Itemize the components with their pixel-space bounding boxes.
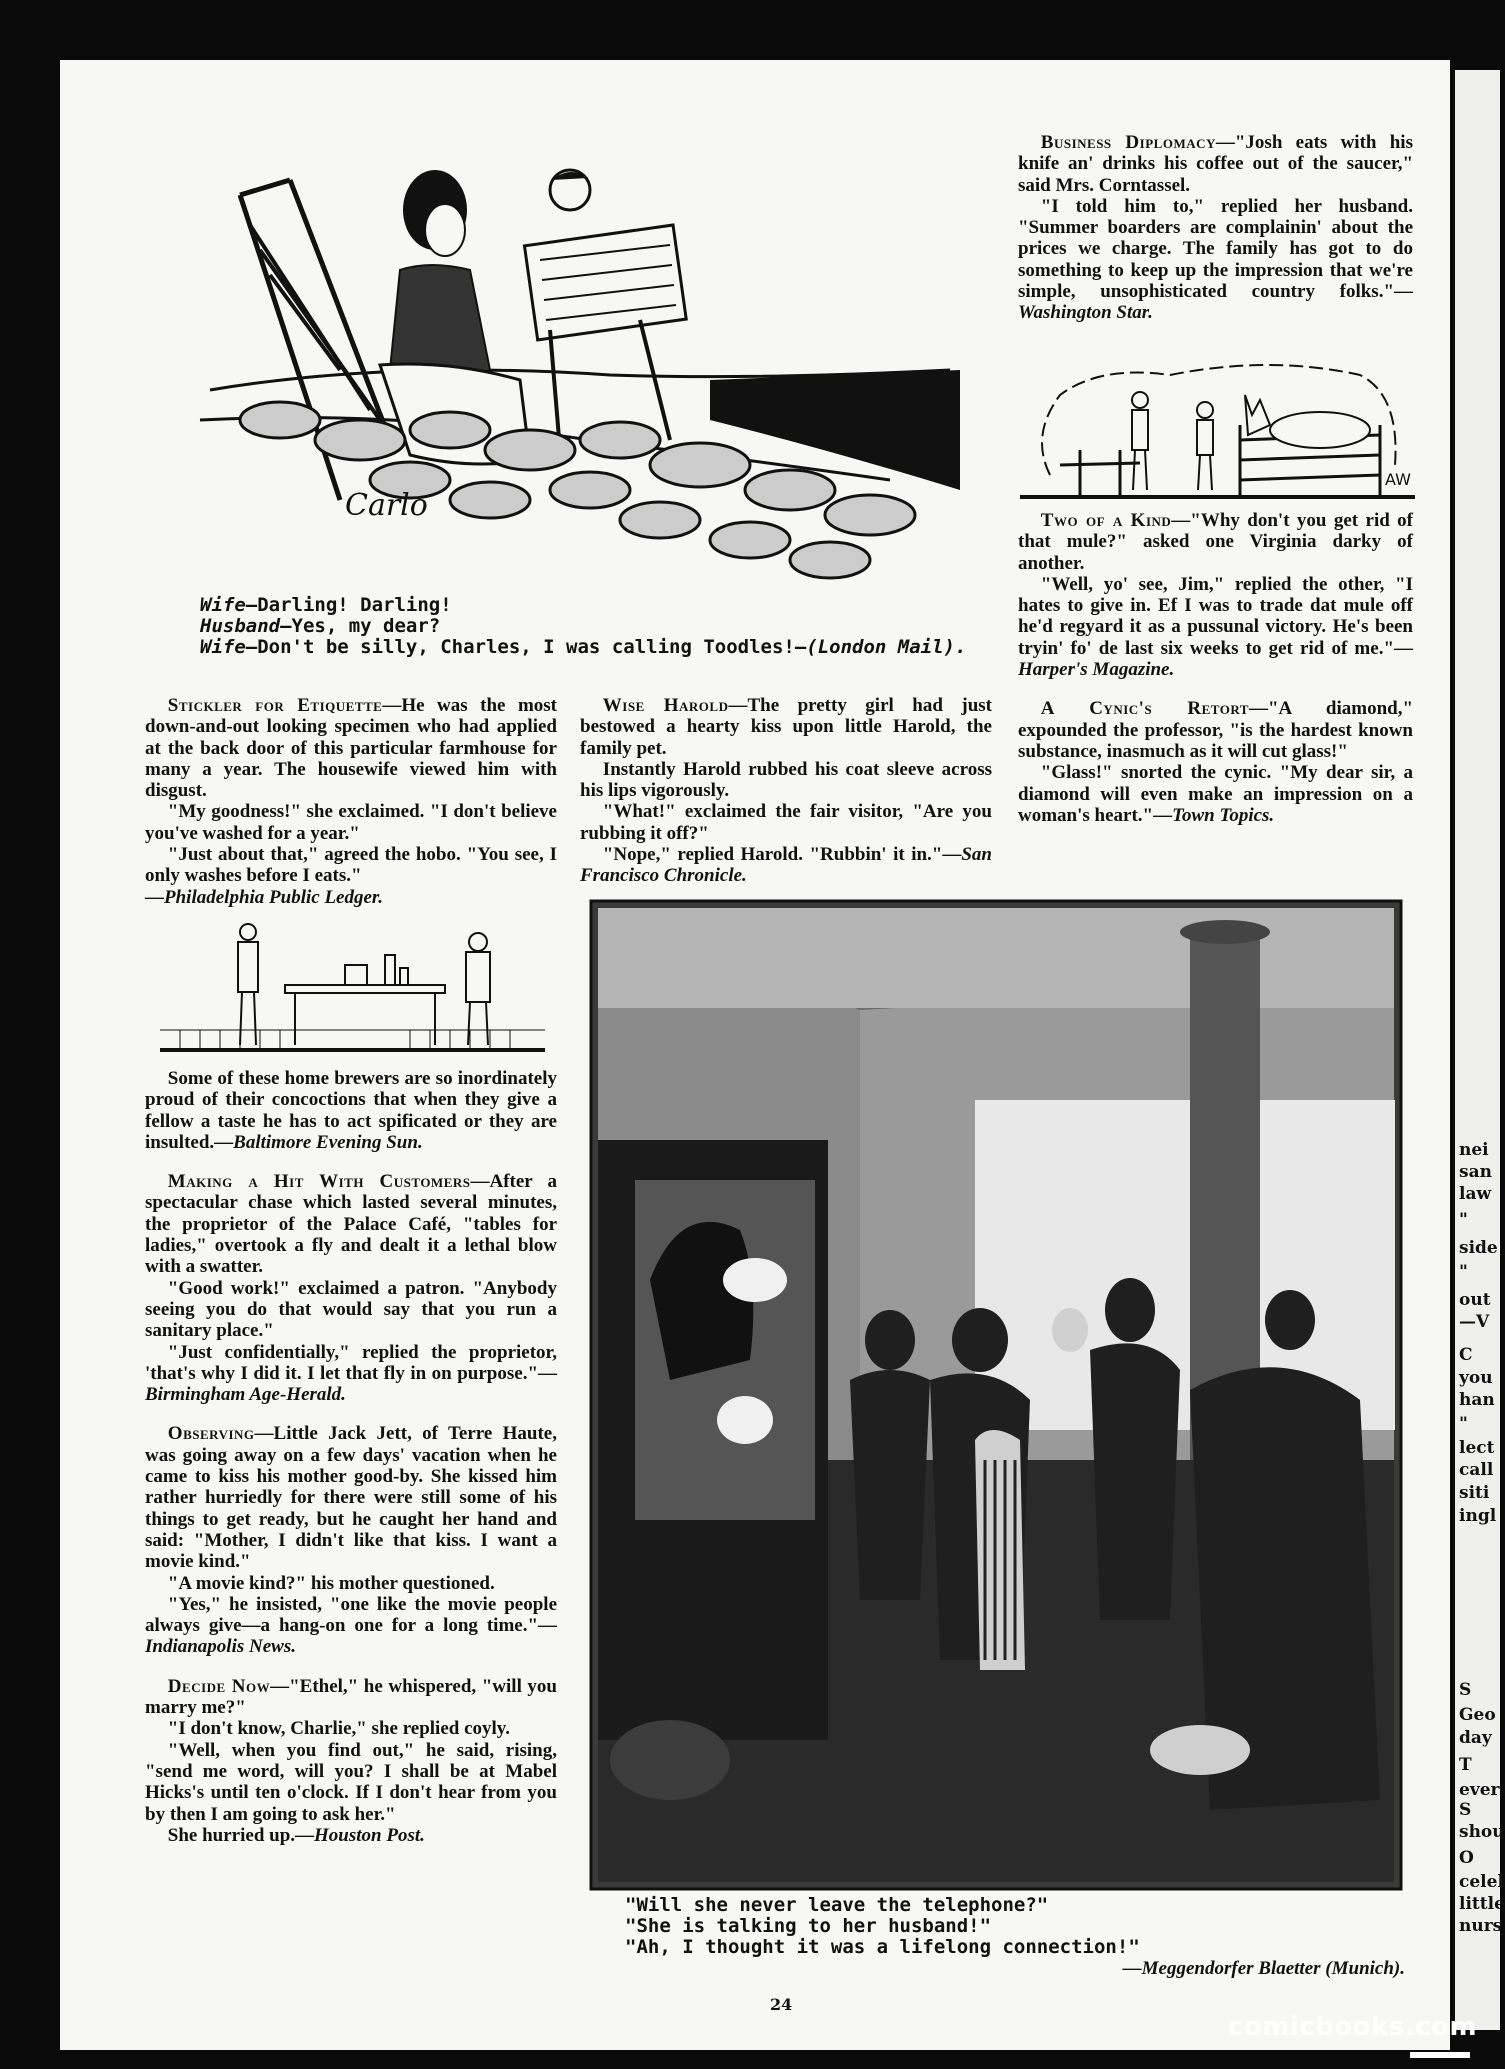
article-source: San Francisco Chronicle. [580,844,992,887]
article-paragraph: —"A diamond," expounded the professor, "is the hardest known substance, inasmuch as it will cut glass!" [1018,698,1413,762]
article-heading: Observing [167,1423,255,1445]
next-page-fragment: siti [1459,1483,1490,1503]
telephone-cartoon-caption [625,1895,1405,1979]
article-paragraph: "I don't know, Charlie," she replied coyly. [167,1718,511,1740]
business-diplomacy-article [1018,132,1413,324]
article-paragraph: —After a spectacular chase which lasted several minutes, the proprietor of the Palace Café, "tables for ladies," overtook a fly and dealt it a lethal blow with a swatter. [145,1171,557,1278]
next-page-fragment: san [1459,1162,1492,1182]
article-paragraph: She hurried up.— [167,1824,315,1846]
caption-line: "Ah, I thought it was a lifelong connection!" [625,1936,1140,1958]
adjacent-page-edge [1455,70,1505,2030]
next-page-fragment: S [1459,1680,1472,1700]
next-page-fragment: celel [1459,1872,1504,1892]
next-page-fragment: day [1459,1728,1492,1748]
article-source: Washington Star. [1018,302,1153,324]
next-page-fragment: " [1459,1210,1468,1230]
article-heading: Making a Hit With Customers [167,1171,471,1193]
article-paragraph: —Little Jack Jett, of Terre Haute, was going away on a few days' vacation when he came to kiss his mother good-by. She kissed him rather hurriedly for there were still some of his things to get ready, but he caught her hand and said: "Mother, I didn't like that kiss. I want a movie kind." [145,1423,557,1573]
article-paragraph: —"Josh eats with his knife an' drinks his coffee out of the saucer," said Mrs. Corntassel. [1018,132,1413,196]
next-page-fragment: han [1459,1390,1495,1410]
article-source: —Philadelphia Public Ledger. [145,886,384,908]
article-heading: Decide Now [167,1675,271,1697]
page-number: 24 [770,1995,793,2014]
mule-fence-cartoon [1020,355,1415,505]
article-paragraph: Some of these home brewers are so inordinately proud of their concoctions that when they give a fellow a taste he has to act spificated or they are insulted.— [145,1068,557,1153]
next-page-fragment: shou [1459,1822,1505,1842]
caption-speaker: Wife [200,636,246,658]
article-heading: Stickler for Etiquette [167,695,383,716]
wise-harold-article [580,695,992,887]
site-watermark: comicbooks.com [1228,2012,1478,2042]
next-page-fragment: ingl [1459,1506,1497,1526]
article-paragraph: "Well, when you find out," he said, rising, "send me word, will you? I shall be at Mabel Hicks's until ten o'clock. If I don't hear from you by then I am going to ask her." [145,1739,557,1825]
article-source: Birmingham Age-Herald. [145,1384,346,1406]
beach-cartoon-caption [200,595,1000,658]
article-paragraph: "A movie kind?" his mother questioned. [167,1572,495,1594]
article-paragraph: —"Ethel," he whispered, "will you marry me?" [145,1675,557,1719]
next-page-fragment: ever [1459,1780,1500,1800]
caption-line: "She is talking to her husband!" [625,1915,992,1937]
caption-speaker: Husband [200,615,281,637]
article-source: Town Topics. [1172,804,1275,826]
caption-text: —Darling! Darling! [245,594,452,616]
article-paragraph: —He was the most down-and-out looking specimen who had applied at the back door of this particular farmhouse for many a year. The housewife viewed him with disgust. [145,695,557,802]
article-heading: Two of a Kind [1040,510,1172,531]
article-heading: A Cynic's Retort [1040,698,1249,720]
article-source: Baltimore Evening Sun. [233,1131,423,1153]
article-paragraph: "Nope," replied Harold. "Rubbin' it in."— [602,844,962,866]
artist-signature: AW [1385,470,1411,489]
next-page-fragment: call [1459,1460,1494,1480]
caption-source: (London Mail). [806,636,967,658]
next-page-fragment: " [1459,1262,1468,1282]
article-paragraph: Instantly Harold rubbed his coat sleeve across his lips vigorously. [580,758,992,802]
caption-line [200,616,1000,637]
telephone-booth-cartoon [590,900,1402,1890]
next-page-fragment: O [1459,1848,1474,1868]
article-paragraph: "My goodness!" she exclaimed. "I don't believe you've washed for a year." [145,801,557,844]
caption-text: —Don't be silly, Charles, I was calling Toodles!— [245,636,807,658]
stickler-article [145,695,557,908]
beach-couple-cartoon [190,120,960,590]
caption-line [200,595,1000,616]
cynics-retort-article [1018,698,1413,762]
caption-line [200,637,1000,658]
article-paragraph: "Just confidentially," replied the proprietor, 'that's why I did it. I let that fly in on purpose."— [145,1341,557,1384]
article-paragraph: —"Why don't you get rid of that mule?" asked one Virginia darky of another. [1018,510,1413,574]
next-page-fragment: T [1459,1755,1472,1775]
home-brewers-cartoon [160,920,545,1055]
article-paragraph: "Glass!" snorted the cynic. "My dear sir, a diamond will even make an impression on a woman's heart."— [1018,762,1413,826]
next-page-fragment: nurs [1459,1916,1503,1936]
article-paragraph: "Just about that," agreed the hobo. "You see, I only washes before I eats." [145,844,557,887]
making-a-hit-article [145,1171,557,1277]
article-paragraph: "What!" exclaimed the fair visitor, "Are you rubbing it off?" [580,801,992,844]
decide-now-article [145,1676,557,1719]
next-page-fragment: side [1459,1238,1498,1258]
watermark-bar [1410,2052,1470,2058]
observing-article [145,1423,557,1572]
next-page-fragment: Geo [1459,1705,1496,1725]
caption-text: —Yes, my dear? [280,615,441,637]
caption-speaker: Wife [200,594,246,616]
caption-source: —Meggendorfer Blaetter (Munich). [1122,1958,1405,1979]
left-column-lower [145,1068,557,1846]
article-paragraph: "Well, yo' see, Jim," replied the other, "I hates to give in. Ef I was to trade dat mule off he'd regyard it as a pussunal victory. He's been tryin' fo' de last six weeks to get rid of me."— [1018,573,1413,659]
next-page-fragment: C [1459,1345,1473,1365]
article-heading: Wise Harold [602,695,729,716]
article-source: Harper's Magazine. [1018,659,1175,681]
article-source: Indianapolis News. [145,1636,296,1658]
article-paragraph: "I told him to," replied her husband. "Summer boarders are complainin' about the prices we charge. The family has got to do something to keep up the impression that we're simple, unsophisticated country folks."— [1018,195,1413,303]
article-paragraph: "Yes," he insisted, "one like the movie people always give—a hang-on one for a long time."— [145,1593,557,1637]
next-page-fragment: lect [1459,1438,1495,1458]
article-heading: Business Diplomacy [1040,132,1216,153]
two-of-a-kind-article [1018,510,1413,826]
home-brewers-article [145,1068,557,1153]
next-page-fragment: little [1459,1894,1505,1914]
caption-line: "Will she never leave the telephone?" [625,1894,1049,1916]
article-source: Houston Post. [314,1824,425,1846]
artist-signature: Carlo [345,488,428,523]
article-paragraph: "Good work!" exclaimed a patron. "Anybody seeing you do that would say that you run a sanitary place." [145,1277,557,1342]
article-paragraph: —The pretty girl had just bestowed a hearty kiss upon little Harold, the family pet. [580,695,992,759]
next-page-fragment: —V [1459,1312,1490,1332]
next-page-fragment: S [1459,1800,1472,1820]
next-page-fragment: law [1459,1184,1492,1204]
next-page-fragment: nei [1459,1140,1489,1160]
next-page-fragment: out [1459,1290,1491,1310]
next-page-fragment: you [1459,1368,1493,1388]
next-page-fragment: " [1459,1414,1468,1434]
